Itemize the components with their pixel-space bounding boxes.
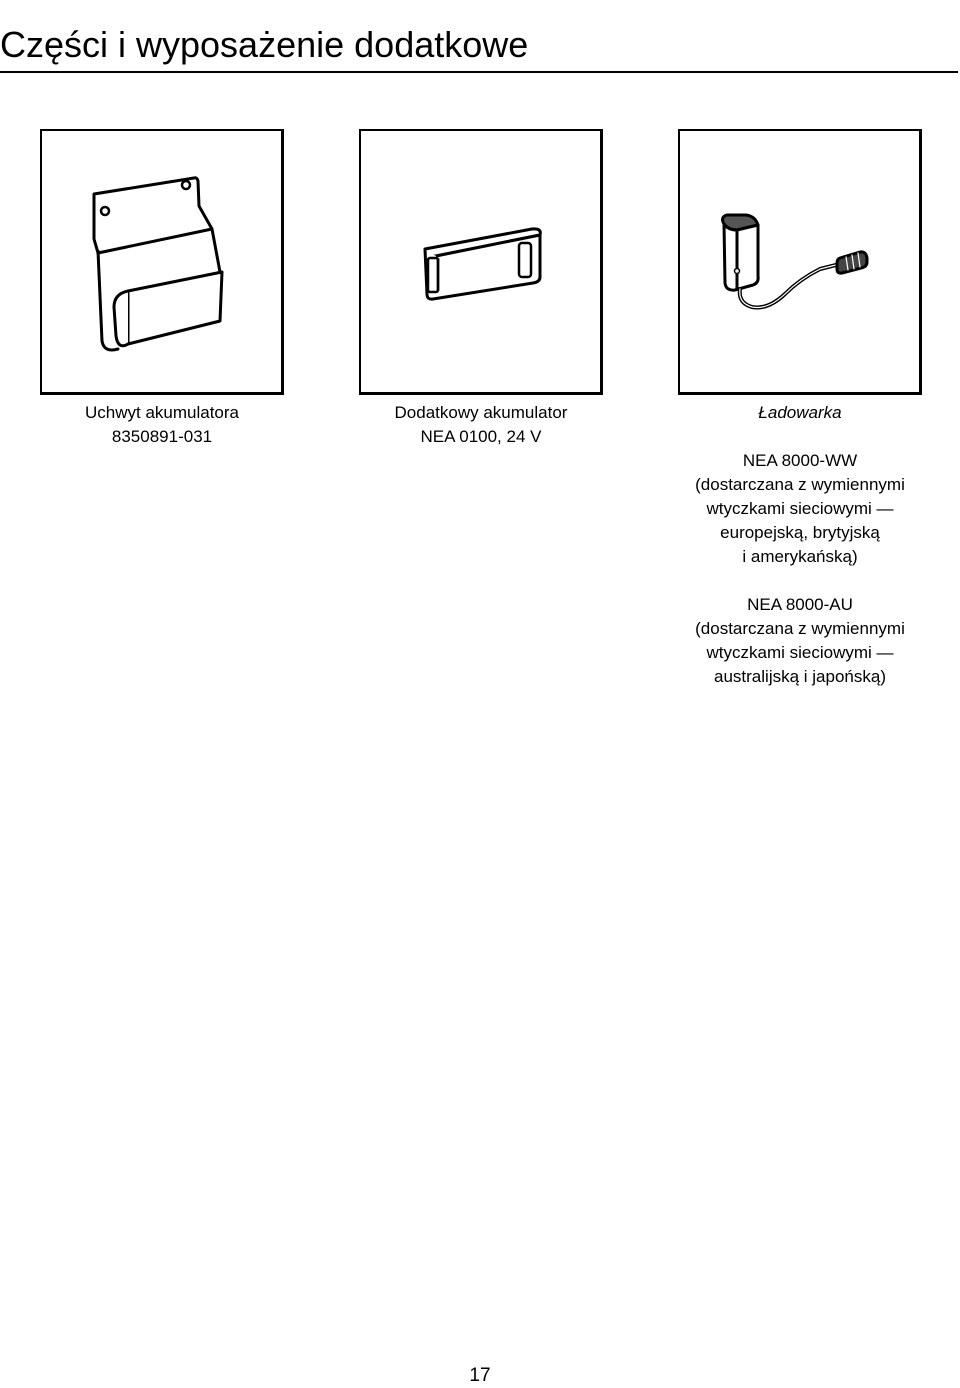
charger-illustration [678, 129, 922, 395]
battery-name: Dodatkowy akumulator [394, 403, 568, 422]
page-title: Części i wyposażenie dodatkowe [0, 24, 958, 73]
charger-au-line: (dostarczana z wymiennymi [695, 619, 905, 638]
battery-code: NEA 0100, 24 V [420, 427, 542, 446]
holder-code: 8350891-031 [111, 427, 213, 446]
charger-ww-line: wtyczkami sieciowymi — [706, 499, 894, 518]
charger-au-model: NEA 8000-AU [747, 595, 853, 614]
holder-caption [12, 401, 312, 449]
battery-holder-illustration [40, 129, 284, 395]
battery-caption [331, 401, 631, 449]
page-number: 17 [469, 1365, 491, 1386]
charger-ww-model: NEA 8000-WW [742, 451, 858, 470]
charger-ww-line: europejską, brytyjską [720, 523, 880, 542]
charger-icon [680, 131, 920, 393]
charger-au-line: wtyczkami sieciowymi — [706, 643, 894, 662]
charger-ww-line: i amerykańską) [742, 547, 858, 566]
charger-ww-line: (dostarczana z wymiennymi [695, 475, 905, 494]
battery-holder-icon [42, 131, 282, 393]
battery-icon [361, 131, 601, 393]
charger-name: Ładowarka [758, 403, 842, 422]
charger-caption [650, 401, 950, 689]
holder-name: Uchwyt akumulatora [84, 403, 239, 422]
charger-au-line: australijską i japońską) [714, 667, 886, 686]
battery-illustration [359, 129, 603, 395]
